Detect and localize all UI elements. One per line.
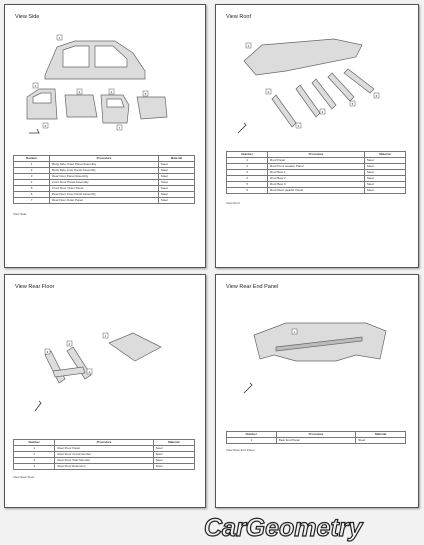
- cell-number: 3: [227, 170, 268, 176]
- col-material: Material: [364, 152, 405, 158]
- cell-number: 3: [14, 174, 50, 180]
- cargeometry-logo: [200, 512, 420, 542]
- table-caption: View Rear Floor: [13, 475, 35, 479]
- svg-text:1: 1: [293, 330, 296, 334]
- svg-text:1: 1: [58, 36, 61, 40]
- cell-number: 6: [14, 192, 50, 198]
- page-title: View Rear Floor: [15, 284, 55, 290]
- svg-text:3: 3: [46, 350, 49, 354]
- parts-table: [13, 155, 195, 204]
- document-page-view-rear-end-panel: [215, 274, 419, 508]
- page-title: View Rear End Panel: [226, 284, 279, 290]
- cell-procedure: Rear Floor Extension: [55, 464, 153, 470]
- parts-table: [13, 439, 195, 470]
- svg-text:4: 4: [110, 90, 113, 94]
- cell-material: Steel: [153, 464, 194, 470]
- cell-procedure: Roof Bow 1: [268, 170, 365, 176]
- svg-text:2: 2: [267, 90, 270, 94]
- svg-text:3: 3: [78, 90, 81, 94]
- cell-material: Steel: [364, 158, 405, 164]
- cell-material: Steel: [364, 164, 405, 170]
- col-number: Number: [14, 156, 50, 162]
- col-procedure: Procedure: [268, 152, 365, 158]
- cell-procedure: Rear Door Inner Panel Assembly: [50, 192, 159, 198]
- cell-procedure: Rear Floor Panel: [55, 446, 153, 452]
- cell-procedure: Front Door Panel Assembly: [50, 180, 159, 186]
- svg-text:7: 7: [118, 126, 121, 130]
- svg-text:2: 2: [34, 84, 37, 88]
- cell-material: Steel: [158, 192, 194, 198]
- table-row: [227, 188, 406, 194]
- rear-floor-parts-illustration: [5, 275, 205, 425]
- rear-end-panel-illustration: [216, 275, 418, 425]
- cell-number: 7: [14, 198, 50, 204]
- col-material: Material: [158, 156, 194, 162]
- page-title: View Roof: [226, 14, 251, 20]
- table-caption: View Side: [13, 212, 27, 216]
- cell-material: Steel: [364, 176, 405, 182]
- col-number: Number: [14, 440, 55, 446]
- svg-text:5: 5: [351, 102, 354, 106]
- cell-number: 2: [227, 164, 268, 170]
- cell-procedure: Roof Bow 2: [268, 176, 365, 182]
- col-material: Material: [153, 440, 194, 446]
- parts-table: [226, 151, 406, 194]
- svg-text:5: 5: [144, 92, 147, 96]
- cell-procedure: Rear Door Panel Assembly: [50, 174, 159, 180]
- document-page-view-rear-floor: [4, 274, 206, 508]
- side-parts-illustration: [5, 5, 205, 145]
- cell-material: Steel: [158, 180, 194, 186]
- cell-number: 1: [227, 158, 268, 164]
- svg-text:4: 4: [321, 110, 324, 114]
- cell-procedure: Body Side Outer Panel Assembly: [50, 162, 159, 168]
- cell-number: 4: [14, 464, 55, 470]
- cell-number: 6: [227, 188, 268, 194]
- cell-number: 4: [227, 176, 268, 182]
- cell-number: 3: [14, 458, 55, 464]
- cell-material: Steel: [153, 458, 194, 464]
- cell-material: Steel: [158, 186, 194, 192]
- svg-text:1: 1: [104, 334, 107, 338]
- svg-text:4: 4: [88, 370, 91, 374]
- roof-parts-illustration: [216, 5, 418, 145]
- cell-material: Steel: [364, 188, 405, 194]
- cell-number: 5: [14, 186, 50, 192]
- cell-material: Steel: [158, 168, 194, 174]
- cell-procedure: Front Door Outer Panel: [50, 186, 159, 192]
- table-header-row: [227, 432, 406, 438]
- cell-material: Steel: [158, 174, 194, 180]
- cell-procedure: Rear Door Outer Panel: [50, 198, 159, 204]
- cell-material: Steel: [158, 162, 194, 168]
- document-page-view-roof: [215, 4, 419, 268]
- col-material: Material: [356, 432, 406, 438]
- table-caption: View Roof: [226, 201, 240, 205]
- cell-number: 1: [227, 438, 277, 444]
- document-page-view-side: [4, 4, 206, 268]
- table-row: [14, 198, 195, 204]
- cell-number: 5: [227, 182, 268, 188]
- cell-procedure: Rear Floor Side Member: [55, 458, 153, 464]
- svg-text:3: 3: [297, 124, 300, 128]
- col-procedure: Procedure: [276, 432, 356, 438]
- col-procedure: Procedure: [55, 440, 153, 446]
- table-row: [227, 438, 406, 444]
- svg-text:2: 2: [68, 342, 71, 346]
- cell-procedure: Roof Bow 3: [268, 182, 365, 188]
- cell-procedure: Rear Floor Crossmember: [55, 452, 153, 458]
- cell-material: Steel: [356, 438, 406, 444]
- page-title: View Side: [15, 14, 40, 20]
- svg-text:6: 6: [375, 94, 378, 98]
- svg-text:6: 6: [44, 124, 47, 128]
- cell-number: 1: [14, 162, 50, 168]
- cell-number: 2: [14, 168, 50, 174]
- cell-material: Steel: [153, 452, 194, 458]
- col-procedure: Procedure: [50, 156, 159, 162]
- cell-material: Steel: [364, 182, 405, 188]
- cell-procedure: Roof Panel: [268, 158, 365, 164]
- cell-number: 2: [14, 452, 55, 458]
- svg-text:1: 1: [247, 44, 250, 48]
- parts-table: [226, 431, 406, 444]
- cell-number: 1: [14, 446, 55, 452]
- cell-material: Steel: [153, 446, 194, 452]
- cell-material: Steel: [364, 170, 405, 176]
- cell-material: Steel: [158, 198, 194, 204]
- cell-procedure: Roof Front Header Panel: [268, 164, 365, 170]
- cell-number: 4: [14, 180, 50, 186]
- cell-procedure: Rear End Panel: [276, 438, 356, 444]
- table-row: [14, 464, 195, 470]
- logo-text: CarGeometry: [204, 514, 363, 542]
- cell-procedure: Body Side Inner Panel Assembly: [50, 168, 159, 174]
- cell-procedure: Roof Rear Header Panel: [268, 188, 365, 194]
- col-number: Number: [227, 432, 277, 438]
- col-number: Number: [227, 152, 268, 158]
- table-caption: View Rear End Panel: [226, 448, 255, 452]
